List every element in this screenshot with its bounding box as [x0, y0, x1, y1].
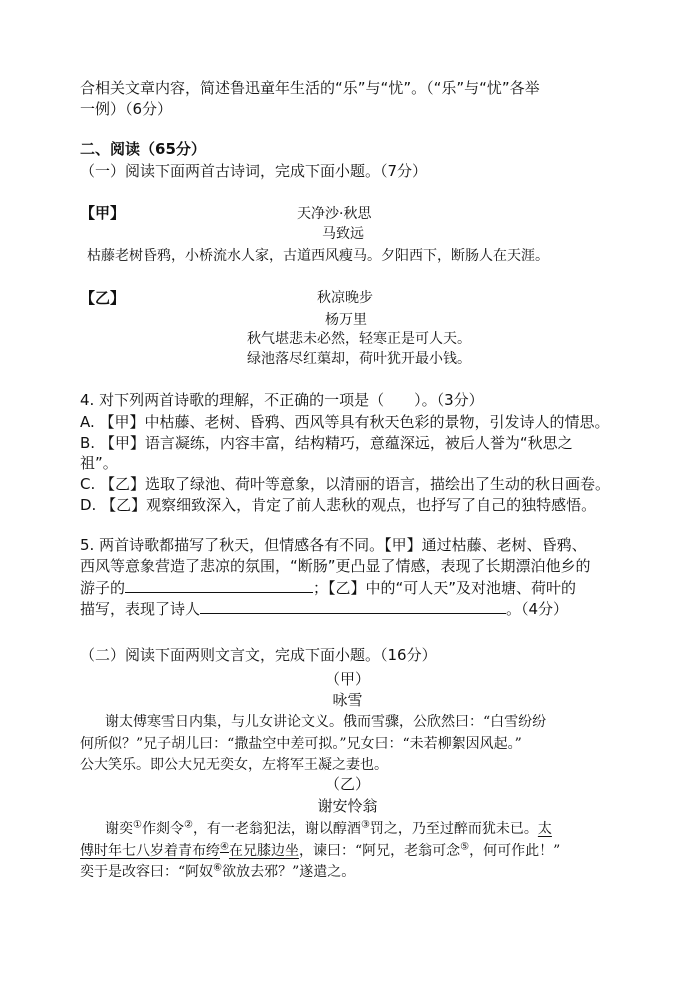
poem-yi-tag: 【乙】	[80, 289, 126, 307]
text-jia-line-2: 何所似？”兄子胡儿曰：“撒盐空中差可拟。”兄女曰：“未若柳絮因风起。”	[80, 736, 522, 752]
poem-jia-author: 马致远	[322, 226, 364, 242]
poem-yi-title: 秋凉晚步	[317, 290, 373, 306]
poem-jia-tag: 【甲】	[80, 204, 126, 222]
q4-option-c: C. 【乙】选取了绿池、荷叶等意象，以清丽的语言，描绘出了生动的秋日画卷。	[80, 475, 611, 493]
answer-blank-1[interactable]	[125, 577, 313, 593]
text-yi-title: 谢安怜翁	[317, 797, 378, 815]
footnote-marker-6: ⑥	[213, 862, 223, 874]
text-yi-line-3	[80, 861, 355, 881]
underlined-sentence-end: 在兄膝边坐	[228, 843, 299, 859]
text-jia-tag: （甲）	[324, 670, 370, 688]
text-yi-line-1	[105, 818, 552, 838]
q4-option-b-line-2: 祖”。	[80, 454, 118, 472]
poem-yi-line-2: 绿池落尽红蕖却，荷叶犹开最小钱。	[247, 351, 471, 367]
text-yi-seg: ，何可作此！”	[469, 843, 561, 859]
q5-line-3	[80, 577, 576, 598]
intro-line-1: 合相关文章内容，简述鲁迅童年生活的“乐”与“忧”。（“乐”与“忧”各举	[80, 79, 540, 97]
part1-heading: （一）阅读下面两首古诗词，完成下面小题。（7分）	[80, 162, 428, 180]
footnote-marker-1: ①	[133, 819, 142, 831]
text-jia-title: 咏雪	[332, 691, 363, 709]
text-yi-seg: ，谏曰：“阿兄，老翁可念	[298, 843, 461, 859]
underlined-sentence-start: 太	[537, 821, 552, 837]
q5-line-2: 西风等意象营造了悲凉的氛围，“断肠”更凸显了情感，表现了长期漂泊他乡的	[80, 557, 591, 575]
answer-blank-2[interactable]	[200, 598, 506, 614]
text-jia-line-3: 公大笑乐。即公大兄无奕女，左将军王凝之妻也。	[80, 757, 388, 773]
text-yi-seg: 作剡令	[141, 821, 184, 837]
q4-option-a: A. 【甲】中枯藤、老树、昏鸦、西风等具有秋天色彩的景物，引发诗人的情思。	[80, 413, 610, 431]
footnote-marker-5: ⑤	[460, 841, 470, 853]
part2-heading: （二）阅读下面两则文言文，完成下面小题。（16分）	[80, 646, 437, 664]
q5-line-3-prefix: 游子的	[80, 579, 126, 597]
q4-option-d: D. 【乙】观察细致深入，肯定了前人悲秋的观点，也抒写了自己的独特感悟。	[80, 496, 597, 514]
text-jia-line-1: 谢太傅寒雪日内集，与儿女讲论文义。俄而雪骤，公欣然曰：“白雪纷纷	[105, 714, 547, 730]
q5-line-1: 5. 两首诗歌都描写了秋天，但情感各有不同。【甲】通过枯藤、老树、昏鸦、	[80, 536, 587, 554]
text-yi-seg: 奕于是改容曰：“阿奴	[80, 864, 214, 880]
text-yi-tag: （乙）	[324, 775, 370, 793]
text-yi-seg: ，有一老翁犯法，谢以醇酒	[192, 821, 361, 837]
intro-line-2: 一例）（6分）	[80, 100, 173, 118]
q5-line-4-prefix: 描写，表现了诗人	[80, 600, 201, 618]
text-yi-seg: 欲放去邪？”遂遣之。	[222, 864, 356, 880]
section-heading: 二、阅读（65分）	[80, 140, 206, 158]
text-yi-seg: 罚之，乃至过醉而犹未已。	[369, 821, 538, 837]
q5-line-4-suffix: 。（4分）	[506, 600, 569, 618]
footnote-marker-2: ②	[183, 819, 193, 831]
underlined-sentence: 傅时年七八岁着青布绔	[80, 843, 220, 859]
q5-line-3-suffix: ；【乙】中的“可人天”及对池塘、荷叶的	[313, 579, 577, 597]
footnote-marker-4: ④	[220, 841, 229, 853]
poem-jia-title: 天净沙·秋思	[297, 206, 372, 222]
q5-line-4	[80, 598, 568, 619]
q4-option-b-line-1: B. 【甲】语言凝练，内容丰富，结构精巧，意蕴深远，被后人誉为“秋思之	[80, 434, 573, 452]
poem-yi-line-1: 秋气堪悲未必然，轻寒正是可人天。	[247, 331, 471, 347]
text-yi-line-2	[80, 840, 560, 860]
q4-stem: 4. 对下列两首诗歌的理解，不正确的一项是（ ）。（3分）	[80, 391, 484, 409]
poem-yi-author: 杨万里	[325, 312, 367, 328]
poem-jia-text: 枯藤老树昏鸦，小桥流水人家，古道西风瘦马。夕阳西下，断肠人在天涯。	[87, 248, 549, 264]
text-yi-seg: 谢奕	[105, 821, 133, 837]
footnote-marker-3: ③	[360, 819, 370, 831]
